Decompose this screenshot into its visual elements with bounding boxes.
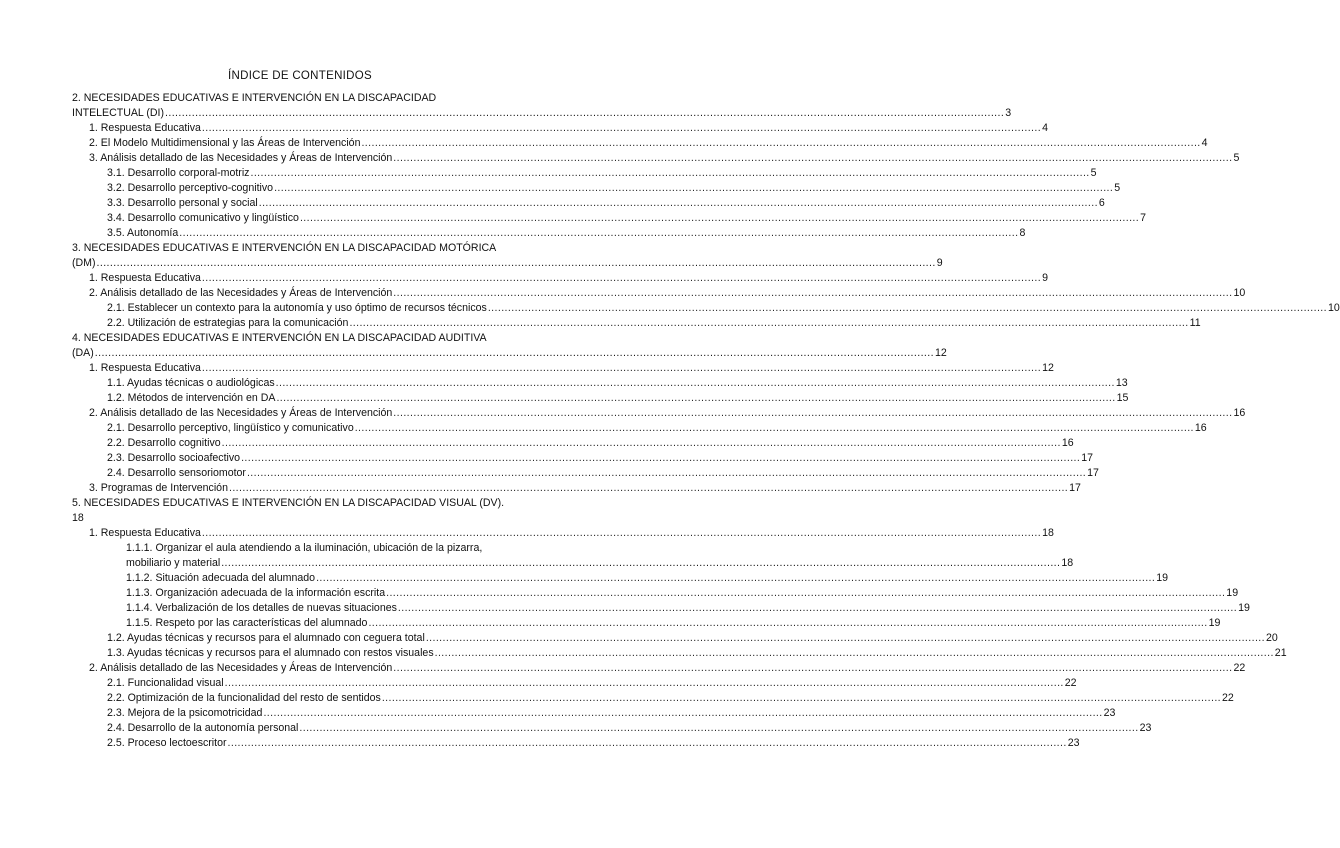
toc-page-number: 18 [1061,557,1074,569]
dot-leader [382,691,1221,706]
dot-leader [202,121,1041,136]
dot-leader [386,586,1225,601]
dot-leader [202,526,1041,541]
toc-entry-text: 3.3. Desarrollo personal y social [107,197,258,209]
toc-page-number: 23 [1139,722,1152,734]
dot-leader [368,616,1207,631]
toc-entry[interactable] [72,226,1026,241]
toc-entry-text: 1. Respuesta Educativa [89,527,201,539]
dot-leader [393,151,1232,166]
toc-entry-text-line2: mobiliario y material [126,557,221,569]
toc-entry[interactable] [72,631,1278,646]
dot-leader [276,391,1115,406]
toc-page-number: 4 [1201,137,1208,149]
toc-page-number: 17 [1087,467,1099,479]
dot-leader [247,466,1086,481]
toc-entry-text: 1.1.3. Organización adecuada de la información escrita [126,587,386,599]
toc-section-5-title-line2: 18 [72,512,84,524]
toc-section-5-title-line1: 5. NECESIDADES EDUCATIVAS E INTERVENCIÓN EN LA DISCAPACIDAD VISUAL (DV). [72,497,505,509]
toc-entry[interactable] [72,316,1201,331]
toc-entry[interactable] [72,406,1246,421]
toc-page-number: 19 [1238,602,1250,614]
page-title: ÍNDICE DE CONTENIDOS [227,70,372,82]
dot-leader [202,271,1041,286]
toc-page-number: 12 [934,347,947,359]
dot-leader [241,451,1080,466]
toc-entry[interactable] [72,166,1097,181]
toc-entry[interactable] [72,451,1094,466]
toc-page-number: 22 [1064,677,1077,689]
toc-page-number: 23 [1067,737,1080,749]
toc-page-number: 9 [1042,272,1048,284]
toc-entry[interactable] [72,646,1287,661]
toc-entry[interactable] [72,571,1169,586]
toc-entry-text: 2.1. Desarrollo perceptivo, lingüístico y comunicativo [107,422,354,434]
toc-entry[interactable] [72,211,1147,226]
toc-entry[interactable] [72,721,1152,736]
toc-entry-text: 3.4. Desarrollo comunicativo y lingüístico [107,212,299,224]
toc-entry-text: 2.5. Proceso lectoescritor [107,737,227,749]
toc-section-2-title-line1: 2. NECESIDADES EDUCATIVAS E INTERVENCIÓN EN LA DISCAPACIDAD [72,92,437,104]
dot-leader [355,421,1194,436]
toc-entry-text: 3.5. Autonomía [107,227,179,239]
toc-entry-text: 1.1. Ayudas técnicas o audiológicas [107,377,275,389]
dot-leader [229,481,1068,496]
toc-page-number: 12 [1042,362,1054,374]
toc-entry[interactable] [72,526,1054,541]
toc-page-number: 16 [1194,422,1207,434]
dot-leader [97,256,936,271]
toc-page-number: 21 [1274,647,1287,659]
toc-entry[interactable] [72,286,1246,301]
dot-leader [393,661,1232,676]
toc-entry[interactable] [72,691,1234,706]
dot-leader [274,181,1113,196]
toc-page-number: 10 [1233,287,1246,299]
dot-leader [393,286,1232,301]
toc-section-2[interactable] [72,91,1012,121]
toc-entry-text: 3. Análisis detallado de las Necesidades y Áreas de Intervención [89,152,393,164]
toc-entry-text: 1.1.2. Situación adecuada del alumnado [126,572,316,584]
dot-leader [250,166,1089,181]
toc-entry-text: 2.3. Desarrollo socioafectivo [107,452,241,464]
toc-entry-text: 1.1.4. Verbalización de los detalles de nuevas situaciones [126,602,397,614]
toc-entry[interactable] [72,196,1105,211]
dot-leader [179,226,1018,241]
toc-page-number: 17 [1069,482,1081,494]
dot-leader [263,706,1102,721]
dot-leader [361,136,1200,151]
toc-entry-text: 1.2. Ayudas técnicas y recursos para el alumnado con ceguera total [107,632,425,644]
toc-page-number: 7 [1140,212,1147,224]
dot-leader [221,556,1060,571]
toc-page-number: 22 [1222,692,1234,704]
dot-leader [488,301,1327,316]
toc-entry[interactable] [72,676,1077,691]
dot-leader [435,646,1274,661]
toc-page-number: 4 [1042,122,1048,134]
toc-entry-text: 1. Respuesta Educativa [89,362,201,374]
toc-entry[interactable] [72,481,1081,496]
toc-entry-text: 3. Programas de Intervención [89,482,228,494]
toc-entry[interactable] [72,586,1239,601]
toc-page-number: 13 [1115,377,1128,389]
toc-entry-text: 3.2. Desarrollo perceptivo-cognitivo [107,182,274,194]
toc-page-number: 19 [1208,617,1221,629]
toc-page-number: 18 [1042,527,1054,539]
toc-entry[interactable] [72,376,1128,391]
toc-entry-text: 1.3. Ayudas técnicas y recursos para el alumnado con restos visuales [107,647,434,659]
toc-entry-text: 1. Respuesta Educativa [89,272,201,284]
toc-entry[interactable] [72,391,1129,406]
toc-entry[interactable] [72,361,1054,376]
toc-page-number: 11 [1189,317,1201,329]
toc-entry[interactable] [72,136,1208,151]
toc-section-3-title-line1: 3. NECESIDADES EDUCATIVAS E INTERVENCIÓN EN LA DISCAPACIDAD MOTÓRICA [72,242,497,254]
toc-entry[interactable] [72,271,1048,286]
toc-entry[interactable] [72,301,1340,316]
toc-entry[interactable] [72,151,1240,166]
dot-leader [316,571,1155,586]
toc-entry-text: 1.2. Métodos de intervención en DA [107,392,276,404]
dot-leader [165,106,1004,121]
dot-leader [228,736,1067,751]
toc-entry-text: 2.3. Mejora de la psicomotricidad [107,707,263,719]
toc-entry-text: 1. Respuesta Educativa [89,122,201,134]
toc-entry-text: 3.1. Desarrollo corporal-motriz [107,167,250,179]
toc-section-2-title-line2: INTELECTUAL (DI) [72,107,165,119]
toc-entry-text: 2.4. Desarrollo sensoriomotor [107,467,246,479]
toc-entry[interactable] [72,466,1099,481]
toc-entry[interactable] [72,121,1048,136]
toc-page-number: 9 [936,257,943,269]
toc-page-number: 19 [1156,572,1169,584]
toc-page-number: 15 [1116,392,1129,404]
toc-section-3-title-line2: (DM) [72,257,96,269]
toc-page-number: 16 [1233,407,1246,419]
dot-leader [225,676,1064,691]
toc-entry-text: 2. El Modelo Multidimensional y las Áreas de Intervención [89,137,361,149]
toc-page-number: 10 [1328,302,1340,314]
toc-entry-text: 2. Análisis detallado de las Necesidades y Áreas de Intervención [89,662,393,674]
dot-leader [398,601,1237,616]
toc-entry-text-line1: 1.1.1. Organizar el aula atendiendo a la iluminación, ubicación de la pizarra, [126,542,483,554]
toc-page-number: 5 [1114,182,1121,194]
toc-page-number: 17 [1081,452,1094,464]
dot-leader [259,196,1098,211]
dot-leader [202,361,1041,376]
toc-entry-text: 2.2. Optimización de la funcionalidad del resto de sentidos [107,692,381,704]
toc-entry-text: 2.4. Desarrollo de la autonomía personal [107,722,299,734]
toc-entry-text: 2. Análisis detallado de las Necesidades y Áreas de Intervención [89,407,393,419]
dot-leader [300,211,1139,226]
dot-leader [349,316,1188,331]
toc-section-5[interactable] [72,496,527,526]
toc-page-number: 5 [1090,167,1097,179]
toc-section-4-title-line2: (DA) [72,347,94,359]
toc-entry-text: 2.2. Utilización de estrategias para la comunicación [107,317,349,329]
toc-section-3[interactable] [72,241,943,271]
dot-leader [426,631,1265,646]
toc-entry[interactable] [72,706,1116,721]
dot-leader [95,346,934,361]
toc-entry[interactable] [72,601,1250,616]
dot-leader [299,721,1138,736]
toc-entry-text: 1.1.5. Respeto por las características del alumnado [126,617,368,629]
toc-page-number: 5 [1233,152,1240,164]
toc-page-number: 20 [1265,632,1278,644]
toc-page-number: 22 [1233,662,1246,674]
toc-entry[interactable] [72,661,1246,676]
toc-entry[interactable] [72,421,1207,436]
dot-leader [276,376,1115,391]
toc-page-number: 23 [1103,707,1116,719]
toc-page-number: 8 [1019,227,1026,239]
toc-entry[interactable] [72,736,1080,751]
toc-page-number: 3 [1005,107,1012,119]
dot-leader [222,436,1061,451]
dot-leader [393,406,1232,421]
toc-entry-text: 2. Análisis detallado de las Necesidades y Áreas de Intervención [89,287,393,299]
toc-page-number: 19 [1226,587,1239,599]
toc-section-4-title-line1: 4. NECESIDADES EDUCATIVAS E INTERVENCIÓN EN LA DISCAPACIDAD AUDITIVA [72,332,487,344]
toc-entry-text: 2.1. Funcionalidad visual [107,677,224,689]
toc-entry[interactable] [72,616,1221,631]
toc-entry[interactable] [72,181,1121,196]
toc-section-4[interactable] [72,331,947,361]
toc-entry[interactable] [72,436,1074,451]
toc-entry-text: 2.1. Establecer un contexto para la autonomía y uso óptimo de recursos técnicos [107,302,487,314]
toc-page-number: 6 [1098,197,1105,209]
toc-entry-text: 2.2. Desarrollo cognitivo [107,437,221,449]
table-of-contents [72,91,1340,751]
toc-entry[interactable] [72,541,1074,571]
toc-page-number: 16 [1061,437,1074,449]
